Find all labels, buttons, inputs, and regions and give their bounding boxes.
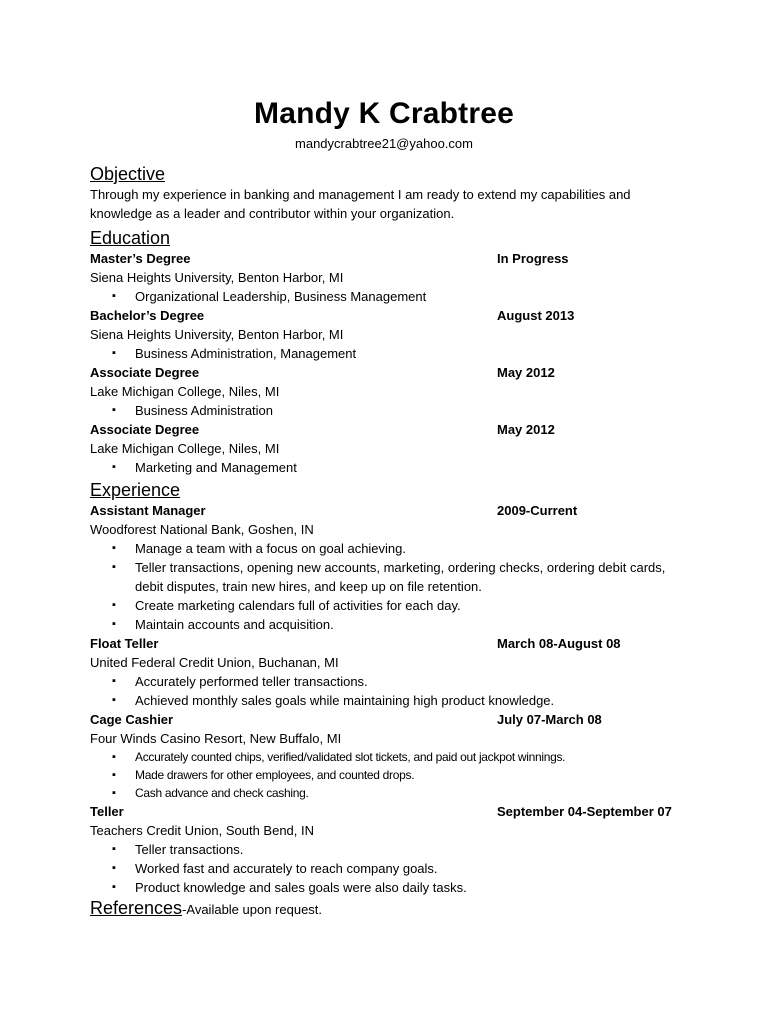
job-dates: March 08-August 08 — [497, 635, 621, 651]
job-entry — [90, 501, 690, 634]
job-dates: July 07-March 08 — [497, 711, 602, 727]
job-dates: September 04-September 07 — [497, 803, 672, 819]
school-name: Lake Michigan College, Niles, MI — [90, 383, 280, 399]
education-entry — [90, 306, 690, 363]
job-duty: ▪ Product knowledge and sales goals were also daily tasks. — [90, 878, 690, 897]
degree-date: May 2012 — [497, 364, 555, 380]
references-heading: References — [90, 897, 183, 918]
job-entry — [90, 710, 690, 802]
job-duty: ▪ Accurately performed teller transactions. — [90, 672, 690, 691]
job-title: Float Teller — [90, 635, 159, 651]
job-duty: ▪ Create marketing calendars full of activities for each day. — [90, 596, 690, 615]
degree-title: Associate Degree — [90, 421, 200, 437]
degree-focus: ▪ Business Administration — [90, 401, 690, 420]
experience-section — [90, 479, 690, 897]
school-name: Siena Heights University, Benton Harbor, MI — [90, 269, 344, 285]
job-duty: ▪ Manage a team with a focus on goal achieving. — [90, 539, 690, 558]
degree-focus: ▪ Organizational Leadership, Business Management — [90, 287, 690, 306]
degree-title: Master’s Degree — [90, 250, 191, 266]
education-section — [90, 227, 690, 477]
job-duty: ▪ Made drawers for other employees, and counted drops. — [90, 766, 690, 784]
degree-date: August 2013 — [497, 307, 575, 323]
degree-title: Associate Degree — [90, 364, 200, 380]
degree-focus: ▪ Business Administration, Management — [90, 344, 690, 363]
employer-name: Teachers Credit Union, South Bend, IN — [90, 822, 315, 838]
employer-name: United Federal Credit Union, Buchanan, MI — [90, 654, 339, 670]
objective-section — [90, 163, 690, 224]
employer-name: Woodforest National Bank, Goshen, IN — [90, 521, 314, 537]
objective-text: Through my experience in banking and management I am ready to extend my capabilities and knowledge as a leader and contributor within your organization. — [90, 187, 631, 221]
references-section — [90, 897, 690, 922]
job-duty: ▪ Accurately counted chips, verified/validated slot tickets, and paid out jackpot winnings. — [90, 748, 690, 766]
objective-heading: Objective — [90, 164, 166, 184]
applicant-email: mandycrabtree21@yahoo.com — [295, 136, 473, 151]
education-heading: Education — [90, 227, 171, 248]
job-duty: ▪ Maintain accounts and acquisition. — [90, 615, 690, 634]
degree-date: In Progress — [497, 250, 569, 266]
degree-title: Bachelor’s Degree — [90, 307, 205, 323]
job-dates: 2009-Current — [497, 502, 578, 518]
degree-date: May 2012 — [497, 421, 555, 437]
job-title: Cage Cashier — [90, 711, 174, 727]
education-entry — [90, 420, 690, 477]
education-entry — [90, 363, 690, 420]
degree-focus: ▪ Marketing and Management — [90, 458, 690, 477]
job-title: Assistant Manager — [90, 502, 206, 518]
references-text: -Available upon request. — [182, 901, 323, 917]
job-title: Teller — [90, 803, 124, 819]
job-duty: ▪ Worked fast and accurately to reach company goals. — [90, 859, 690, 878]
job-duty: ▪ Cash advance and check cashing. — [90, 784, 690, 802]
experience-heading: Experience — [90, 479, 181, 500]
employer-name: Four Winds Casino Resort, New Buffalo, MI — [90, 730, 342, 746]
job-entry — [90, 802, 690, 897]
job-duty: ▪ Teller transactions. — [90, 840, 690, 859]
school-name: Lake Michigan College, Niles, MI — [90, 440, 280, 456]
job-entry — [90, 634, 690, 710]
job-duty: ▪ Achieved monthly sales goals while maintaining high product knowledge. — [90, 691, 690, 710]
applicant-name: Mandy K Crabtree — [254, 97, 514, 130]
school-name: Siena Heights University, Benton Harbor, MI — [90, 326, 344, 342]
job-duty: ▪ Teller transactions, opening new accounts, marketing, ordering checks, ordering debit cards, debit disputes, train new hires, and keep up on file retention. — [90, 558, 690, 596]
resume-body — [90, 163, 690, 922]
education-entry — [90, 249, 690, 306]
